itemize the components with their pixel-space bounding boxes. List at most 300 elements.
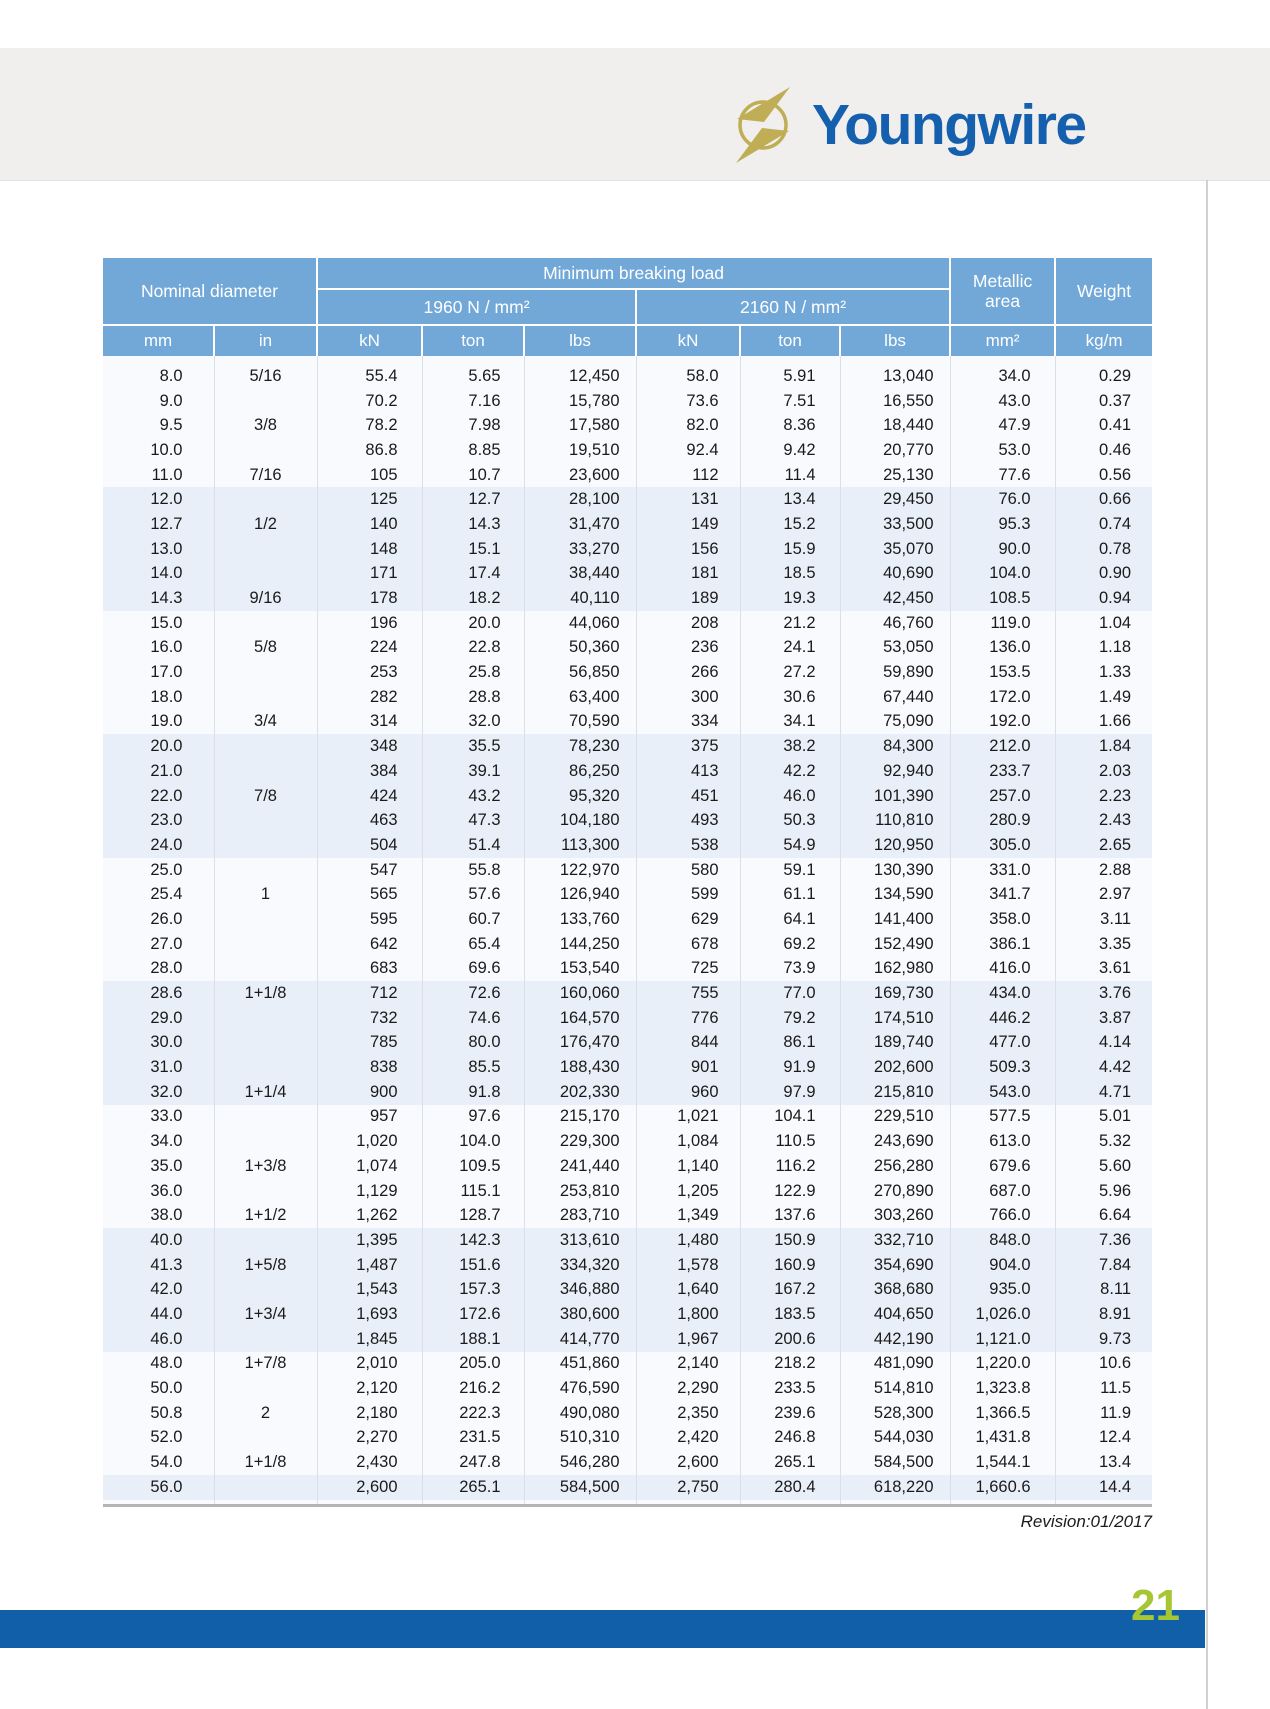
cell-kn-2160: 112 bbox=[636, 463, 740, 488]
cell-ton-2160: 104.1 bbox=[740, 1105, 840, 1130]
cell-in bbox=[214, 1129, 317, 1154]
cell-weight: 11.9 bbox=[1055, 1401, 1152, 1426]
table-row bbox=[103, 413, 1152, 438]
unit-header-7: lbs bbox=[840, 325, 950, 356]
cell-kn-1960: 838 bbox=[317, 1055, 422, 1080]
cell-weight: 3.61 bbox=[1055, 957, 1152, 982]
cell-mm: 21.0 bbox=[103, 759, 214, 784]
cell-weight: 1.84 bbox=[1055, 734, 1152, 759]
cell-lbs-1960: 15,780 bbox=[524, 389, 636, 414]
cell-ton-2160: 122.9 bbox=[740, 1179, 840, 1204]
cell-lbs-2160: 16,550 bbox=[840, 389, 950, 414]
cell-metallic-area: 280.9 bbox=[950, 808, 1055, 833]
table-row bbox=[103, 636, 1152, 661]
cell-lbs-2160: 120,950 bbox=[840, 833, 950, 858]
cell-kn-1960: 1,395 bbox=[317, 1228, 422, 1253]
cell-kn-2160: 901 bbox=[636, 1055, 740, 1080]
page-edge-line bbox=[1206, 180, 1208, 1709]
cell-ton-1960: 74.6 bbox=[422, 1006, 524, 1031]
cell-lbs-2160: 35,070 bbox=[840, 537, 950, 562]
cell-lbs-1960: 40,110 bbox=[524, 586, 636, 611]
table-row bbox=[103, 487, 1152, 512]
cell-ton-1960: 231.5 bbox=[422, 1426, 524, 1451]
cell-lbs-2160: 40,690 bbox=[840, 562, 950, 587]
cell-metallic-area: 90.0 bbox=[950, 537, 1055, 562]
cell-kn-2160: 208 bbox=[636, 611, 740, 636]
unit-header-4: lbs bbox=[524, 325, 636, 356]
cell-lbs-2160: 169,730 bbox=[840, 981, 950, 1006]
cell-lbs-2160: 618,220 bbox=[840, 1475, 950, 1500]
cell-lbs-1960: 202,330 bbox=[524, 1080, 636, 1105]
cell-mm: 30.0 bbox=[103, 1031, 214, 1056]
cell-mm: 32.0 bbox=[103, 1080, 214, 1105]
cell-in: 3/4 bbox=[214, 710, 317, 735]
cell-lbs-1960: 12,450 bbox=[524, 364, 636, 389]
cell-in bbox=[214, 562, 317, 587]
table-row bbox=[103, 389, 1152, 414]
cell-kn-1960: 424 bbox=[317, 784, 422, 809]
cell-kn-2160: 58.0 bbox=[636, 364, 740, 389]
header-nominal-diameter: Nominal diameter bbox=[103, 258, 317, 325]
cell-weight: 4.71 bbox=[1055, 1080, 1152, 1105]
cell-ton-1960: 15.1 bbox=[422, 537, 524, 562]
cell-weight: 1.66 bbox=[1055, 710, 1152, 735]
cell-mm: 11.0 bbox=[103, 463, 214, 488]
table-row bbox=[103, 611, 1152, 636]
cell-ton-1960: 115.1 bbox=[422, 1179, 524, 1204]
cell-kn-2160: 156 bbox=[636, 537, 740, 562]
cell-mm: 15.0 bbox=[103, 611, 214, 636]
cell-lbs-1960: 95,320 bbox=[524, 784, 636, 809]
cell-kn-1960: 140 bbox=[317, 512, 422, 537]
cell-lbs-2160: 202,600 bbox=[840, 1055, 950, 1080]
cell-mm: 42.0 bbox=[103, 1277, 214, 1302]
cell-kn-2160: 2,420 bbox=[636, 1426, 740, 1451]
cell-mm: 34.0 bbox=[103, 1129, 214, 1154]
cell-ton-1960: 57.6 bbox=[422, 882, 524, 907]
table-row bbox=[103, 1302, 1152, 1327]
cell-ton-1960: 28.8 bbox=[422, 685, 524, 710]
cell-ton-1960: 104.0 bbox=[422, 1129, 524, 1154]
cell-in: 3/8 bbox=[214, 413, 317, 438]
cell-mm: 28.0 bbox=[103, 957, 214, 982]
cell-mm: 18.0 bbox=[103, 685, 214, 710]
table-row bbox=[103, 685, 1152, 710]
cell-mm: 24.0 bbox=[103, 833, 214, 858]
cell-lbs-2160: 256,280 bbox=[840, 1154, 950, 1179]
cell-weight: 7.84 bbox=[1055, 1253, 1152, 1278]
cell-kn-1960: 224 bbox=[317, 636, 422, 661]
cell-in: 1+3/4 bbox=[214, 1302, 317, 1327]
cell-lbs-1960: 17,580 bbox=[524, 413, 636, 438]
cell-mm: 31.0 bbox=[103, 1055, 214, 1080]
cell-kn-2160: 236 bbox=[636, 636, 740, 661]
cell-lbs-1960: 490,080 bbox=[524, 1401, 636, 1426]
cell-kn-2160: 725 bbox=[636, 957, 740, 982]
cell-ton-1960: 18.2 bbox=[422, 586, 524, 611]
cell-metallic-area: 1,323.8 bbox=[950, 1376, 1055, 1401]
cell-in bbox=[214, 438, 317, 463]
cell-weight: 0.90 bbox=[1055, 562, 1152, 587]
cell-ton-2160: 46.0 bbox=[740, 784, 840, 809]
cell-kn-1960: 171 bbox=[317, 562, 422, 587]
cell-in bbox=[214, 685, 317, 710]
cell-lbs-1960: 334,320 bbox=[524, 1253, 636, 1278]
cell-weight: 2.23 bbox=[1055, 784, 1152, 809]
cell-lbs-1960: 215,170 bbox=[524, 1105, 636, 1130]
cell-ton-2160: 137.6 bbox=[740, 1203, 840, 1228]
cell-ton-2160: 34.1 bbox=[740, 710, 840, 735]
cell-ton-1960: 22.8 bbox=[422, 636, 524, 661]
cell-weight: 2.43 bbox=[1055, 808, 1152, 833]
cell-ton-2160: 8.36 bbox=[740, 413, 840, 438]
cell-lbs-2160: 130,390 bbox=[840, 858, 950, 883]
cell-kn-2160: 334 bbox=[636, 710, 740, 735]
cell-in bbox=[214, 537, 317, 562]
table-row bbox=[103, 1203, 1152, 1228]
cell-lbs-1960: 144,250 bbox=[524, 932, 636, 957]
cell-kn-1960: 1,693 bbox=[317, 1302, 422, 1327]
cell-metallic-area: 233.7 bbox=[950, 759, 1055, 784]
table-row bbox=[103, 1080, 1152, 1105]
cell-mm: 48.0 bbox=[103, 1352, 214, 1377]
cell-lbs-2160: 584,500 bbox=[840, 1450, 950, 1475]
cell-weight: 0.94 bbox=[1055, 586, 1152, 611]
cell-lbs-2160: 20,770 bbox=[840, 438, 950, 463]
cell-metallic-area: 95.3 bbox=[950, 512, 1055, 537]
cell-mm: 9.5 bbox=[103, 413, 214, 438]
cell-weight: 0.74 bbox=[1055, 512, 1152, 537]
cell-in bbox=[214, 1105, 317, 1130]
table-row bbox=[103, 586, 1152, 611]
cell-ton-2160: 59.1 bbox=[740, 858, 840, 883]
cell-kn-1960: 595 bbox=[317, 907, 422, 932]
cell-ton-2160: 110.5 bbox=[740, 1129, 840, 1154]
table-row bbox=[103, 957, 1152, 982]
cell-mm: 25.0 bbox=[103, 858, 214, 883]
cell-kn-1960: 2,120 bbox=[317, 1376, 422, 1401]
table-row bbox=[103, 364, 1152, 389]
cell-mm: 36.0 bbox=[103, 1179, 214, 1204]
cell-kn-2160: 2,600 bbox=[636, 1450, 740, 1475]
unit-header-1: in bbox=[214, 325, 317, 356]
cell-lbs-1960: 63,400 bbox=[524, 685, 636, 710]
cell-kn-1960: 2,430 bbox=[317, 1450, 422, 1475]
unit-header-3: ton bbox=[422, 325, 524, 356]
cell-in bbox=[214, 932, 317, 957]
cell-weight: 12.4 bbox=[1055, 1426, 1152, 1451]
cell-weight: 7.36 bbox=[1055, 1228, 1152, 1253]
cell-weight: 8.91 bbox=[1055, 1302, 1152, 1327]
header-grade-2160: 2160 N / mm² bbox=[636, 289, 950, 325]
cell-lbs-1960: 23,600 bbox=[524, 463, 636, 488]
cell-ton-1960: 7.16 bbox=[422, 389, 524, 414]
cell-kn-2160: 375 bbox=[636, 734, 740, 759]
brand-name: Youngwire bbox=[812, 92, 1086, 157]
cell-metallic-area: 119.0 bbox=[950, 611, 1055, 636]
table-row bbox=[103, 808, 1152, 833]
cell-ton-2160: 265.1 bbox=[740, 1450, 840, 1475]
cell-in bbox=[214, 1277, 317, 1302]
cell-lbs-2160: 84,300 bbox=[840, 734, 950, 759]
cell-kn-1960: 282 bbox=[317, 685, 422, 710]
cell-in bbox=[214, 1327, 317, 1352]
table-row bbox=[103, 1031, 1152, 1056]
cell-mm: 14.0 bbox=[103, 562, 214, 587]
cell-metallic-area: 1,121.0 bbox=[950, 1327, 1055, 1352]
cell-lbs-1960: 126,940 bbox=[524, 882, 636, 907]
cell-ton-1960: 80.0 bbox=[422, 1031, 524, 1056]
cell-in bbox=[214, 1426, 317, 1451]
cell-ton-2160: 15.9 bbox=[740, 537, 840, 562]
cell-kn-2160: 2,290 bbox=[636, 1376, 740, 1401]
cell-lbs-2160: 101,390 bbox=[840, 784, 950, 809]
cell-in: 1+7/8 bbox=[214, 1352, 317, 1377]
table-row bbox=[103, 537, 1152, 562]
cell-ton-1960: 12.7 bbox=[422, 487, 524, 512]
cell-kn-2160: 580 bbox=[636, 858, 740, 883]
cell-weight: 1.49 bbox=[1055, 685, 1152, 710]
cell-ton-2160: 79.2 bbox=[740, 1006, 840, 1031]
cell-metallic-area: 43.0 bbox=[950, 389, 1055, 414]
cell-lbs-1960: 188,430 bbox=[524, 1055, 636, 1080]
cell-metallic-area: 434.0 bbox=[950, 981, 1055, 1006]
cell-ton-1960: 14.3 bbox=[422, 512, 524, 537]
cell-mm: 35.0 bbox=[103, 1154, 214, 1179]
cell-lbs-1960: 160,060 bbox=[524, 981, 636, 1006]
cell-ton-1960: 25.8 bbox=[422, 660, 524, 685]
cell-ton-1960: 142.3 bbox=[422, 1228, 524, 1253]
table-header bbox=[103, 258, 1152, 356]
cell-ton-2160: 167.2 bbox=[740, 1277, 840, 1302]
cell-kn-2160: 776 bbox=[636, 1006, 740, 1031]
cell-mm: 28.6 bbox=[103, 981, 214, 1006]
cell-lbs-1960: 451,860 bbox=[524, 1352, 636, 1377]
cell-ton-2160: 5.91 bbox=[740, 364, 840, 389]
cell-ton-1960: 47.3 bbox=[422, 808, 524, 833]
cell-kn-2160: 1,349 bbox=[636, 1203, 740, 1228]
cell-in: 1+1/4 bbox=[214, 1080, 317, 1105]
cell-kn-1960: 463 bbox=[317, 808, 422, 833]
cell-lbs-2160: 215,810 bbox=[840, 1080, 950, 1105]
cell-lbs-2160: 42,450 bbox=[840, 586, 950, 611]
cell-weight: 0.41 bbox=[1055, 413, 1152, 438]
cell-ton-2160: 27.2 bbox=[740, 660, 840, 685]
cell-ton-2160: 239.6 bbox=[740, 1401, 840, 1426]
cell-weight: 14.4 bbox=[1055, 1475, 1152, 1500]
cell-kn-2160: 1,021 bbox=[636, 1105, 740, 1130]
cell-lbs-1960: 176,470 bbox=[524, 1031, 636, 1056]
unit-header-5: kN bbox=[636, 325, 740, 356]
cell-mm: 41.3 bbox=[103, 1253, 214, 1278]
cell-kn-1960: 70.2 bbox=[317, 389, 422, 414]
table-row bbox=[103, 759, 1152, 784]
cell-metallic-area: 1,366.5 bbox=[950, 1401, 1055, 1426]
cell-kn-1960: 1,074 bbox=[317, 1154, 422, 1179]
cell-mm: 9.0 bbox=[103, 389, 214, 414]
cell-ton-2160: 116.2 bbox=[740, 1154, 840, 1179]
cell-kn-1960: 642 bbox=[317, 932, 422, 957]
cell-lbs-1960: 122,970 bbox=[524, 858, 636, 883]
cell-ton-1960: 172.6 bbox=[422, 1302, 524, 1327]
cell-ton-2160: 160.9 bbox=[740, 1253, 840, 1278]
cell-lbs-1960: 164,570 bbox=[524, 1006, 636, 1031]
cell-ton-2160: 150.9 bbox=[740, 1228, 840, 1253]
cell-weight: 4.42 bbox=[1055, 1055, 1152, 1080]
cell-kn-2160: 1,578 bbox=[636, 1253, 740, 1278]
cell-kn-2160: 266 bbox=[636, 660, 740, 685]
cell-metallic-area: 257.0 bbox=[950, 784, 1055, 809]
cell-ton-1960: 109.5 bbox=[422, 1154, 524, 1179]
cell-lbs-2160: 25,130 bbox=[840, 463, 950, 488]
table-row bbox=[103, 660, 1152, 685]
cell-metallic-area: 386.1 bbox=[950, 932, 1055, 957]
cell-ton-2160: 183.5 bbox=[740, 1302, 840, 1327]
cell-kn-1960: 148 bbox=[317, 537, 422, 562]
cell-mm: 50.0 bbox=[103, 1376, 214, 1401]
cell-mm: 10.0 bbox=[103, 438, 214, 463]
cell-metallic-area: 1,431.8 bbox=[950, 1426, 1055, 1451]
cell-lbs-2160: 174,510 bbox=[840, 1006, 950, 1031]
table-row bbox=[103, 562, 1152, 587]
cell-metallic-area: 416.0 bbox=[950, 957, 1055, 982]
cell-lbs-1960: 50,360 bbox=[524, 636, 636, 661]
table-row bbox=[103, 512, 1152, 537]
cell-in: 1 bbox=[214, 882, 317, 907]
cell-lbs-2160: 141,400 bbox=[840, 907, 950, 932]
cell-ton-1960: 205.0 bbox=[422, 1352, 524, 1377]
cell-metallic-area: 76.0 bbox=[950, 487, 1055, 512]
cell-ton-1960: 151.6 bbox=[422, 1253, 524, 1278]
cell-lbs-1960: 28,100 bbox=[524, 487, 636, 512]
table-row bbox=[103, 438, 1152, 463]
cell-ton-1960: 72.6 bbox=[422, 981, 524, 1006]
cell-ton-2160: 18.5 bbox=[740, 562, 840, 587]
cell-mm: 22.0 bbox=[103, 784, 214, 809]
table-row bbox=[103, 710, 1152, 735]
cell-mm: 46.0 bbox=[103, 1327, 214, 1352]
cell-lbs-1960: 476,590 bbox=[524, 1376, 636, 1401]
cell-mm: 13.0 bbox=[103, 537, 214, 562]
cell-kn-2160: 92.4 bbox=[636, 438, 740, 463]
cell-weight: 3.35 bbox=[1055, 932, 1152, 957]
cell-weight: 13.4 bbox=[1055, 1450, 1152, 1475]
cell-weight: 6.64 bbox=[1055, 1203, 1152, 1228]
cell-ton-1960: 32.0 bbox=[422, 710, 524, 735]
cell-weight: 1.33 bbox=[1055, 660, 1152, 685]
cell-metallic-area: 509.3 bbox=[950, 1055, 1055, 1080]
cell-kn-1960: 2,270 bbox=[317, 1426, 422, 1451]
cell-kn-2160: 189 bbox=[636, 586, 740, 611]
cell-lbs-2160: 33,500 bbox=[840, 512, 950, 537]
cell-ton-1960: 188.1 bbox=[422, 1327, 524, 1352]
cell-weight: 10.6 bbox=[1055, 1352, 1152, 1377]
cell-lbs-2160: 368,680 bbox=[840, 1277, 950, 1302]
cell-kn-2160: 1,140 bbox=[636, 1154, 740, 1179]
cell-weight: 1.18 bbox=[1055, 636, 1152, 661]
cell-in: 5/16 bbox=[214, 364, 317, 389]
cell-kn-1960: 712 bbox=[317, 981, 422, 1006]
cell-ton-2160: 97.9 bbox=[740, 1080, 840, 1105]
cell-mm: 33.0 bbox=[103, 1105, 214, 1130]
cell-in: 1+1/2 bbox=[214, 1203, 317, 1228]
table-body bbox=[103, 356, 1152, 1506]
cell-kn-1960: 2,010 bbox=[317, 1352, 422, 1377]
cell-kn-1960: 86.8 bbox=[317, 438, 422, 463]
cell-kn-2160: 73.6 bbox=[636, 389, 740, 414]
cell-lbs-1960: 380,600 bbox=[524, 1302, 636, 1327]
breaking-load-table bbox=[103, 258, 1152, 1507]
cell-in: 9/16 bbox=[214, 586, 317, 611]
cell-weight: 3.76 bbox=[1055, 981, 1152, 1006]
cell-metallic-area: 212.0 bbox=[950, 734, 1055, 759]
unit-header-2: kN bbox=[317, 325, 422, 356]
cell-mm: 12.7 bbox=[103, 512, 214, 537]
cell-kn-1960: 1,845 bbox=[317, 1327, 422, 1352]
header-metallic-area: Metallic area bbox=[950, 258, 1055, 325]
table-row bbox=[103, 981, 1152, 1006]
cell-metallic-area: 47.9 bbox=[950, 413, 1055, 438]
cell-lbs-2160: 152,490 bbox=[840, 932, 950, 957]
cell-ton-1960: 247.8 bbox=[422, 1450, 524, 1475]
cell-weight: 0.37 bbox=[1055, 389, 1152, 414]
units-row bbox=[103, 325, 1152, 356]
cell-kn-2160: 149 bbox=[636, 512, 740, 537]
cell-in bbox=[214, 660, 317, 685]
cell-kn-2160: 82.0 bbox=[636, 413, 740, 438]
cell-kn-1960: 105 bbox=[317, 463, 422, 488]
cell-weight: 0.29 bbox=[1055, 364, 1152, 389]
cell-lbs-2160: 243,690 bbox=[840, 1129, 950, 1154]
cell-weight: 5.01 bbox=[1055, 1105, 1152, 1130]
cell-metallic-area: 108.5 bbox=[950, 586, 1055, 611]
header-grade-1960: 1960 N / mm² bbox=[317, 289, 636, 325]
cell-metallic-area: 172.0 bbox=[950, 685, 1055, 710]
table-row bbox=[103, 1376, 1152, 1401]
cell-in bbox=[214, 1055, 317, 1080]
cell-metallic-area: 358.0 bbox=[950, 907, 1055, 932]
cell-lbs-2160: 404,650 bbox=[840, 1302, 950, 1327]
cell-in bbox=[214, 487, 317, 512]
cell-in: 5/8 bbox=[214, 636, 317, 661]
cell-kn-1960: 504 bbox=[317, 833, 422, 858]
revision-note: Revision:01/2017 bbox=[1020, 1512, 1152, 1531]
table-row bbox=[103, 907, 1152, 932]
cell-lbs-1960: 31,470 bbox=[524, 512, 636, 537]
cell-kn-2160: 1,640 bbox=[636, 1277, 740, 1302]
table-row bbox=[103, 1450, 1152, 1475]
cell-ton-2160: 233.5 bbox=[740, 1376, 840, 1401]
cell-metallic-area: 1,026.0 bbox=[950, 1302, 1055, 1327]
cell-ton-2160: 69.2 bbox=[740, 932, 840, 957]
cell-in bbox=[214, 808, 317, 833]
cell-kn-2160: 960 bbox=[636, 1080, 740, 1105]
cell-metallic-area: 766.0 bbox=[950, 1203, 1055, 1228]
cell-lbs-1960: 584,500 bbox=[524, 1475, 636, 1500]
cell-ton-1960: 43.2 bbox=[422, 784, 524, 809]
cell-in bbox=[214, 759, 317, 784]
cell-lbs-2160: 270,890 bbox=[840, 1179, 950, 1204]
cell-lbs-1960: 313,610 bbox=[524, 1228, 636, 1253]
table-row bbox=[103, 734, 1152, 759]
cell-mm: 38.0 bbox=[103, 1203, 214, 1228]
cell-lbs-2160: 514,810 bbox=[840, 1376, 950, 1401]
cell-ton-1960: 10.7 bbox=[422, 463, 524, 488]
cell-in bbox=[214, 1228, 317, 1253]
cell-metallic-area: 446.2 bbox=[950, 1006, 1055, 1031]
cell-ton-2160: 200.6 bbox=[740, 1327, 840, 1352]
cell-kn-1960: 1,543 bbox=[317, 1277, 422, 1302]
